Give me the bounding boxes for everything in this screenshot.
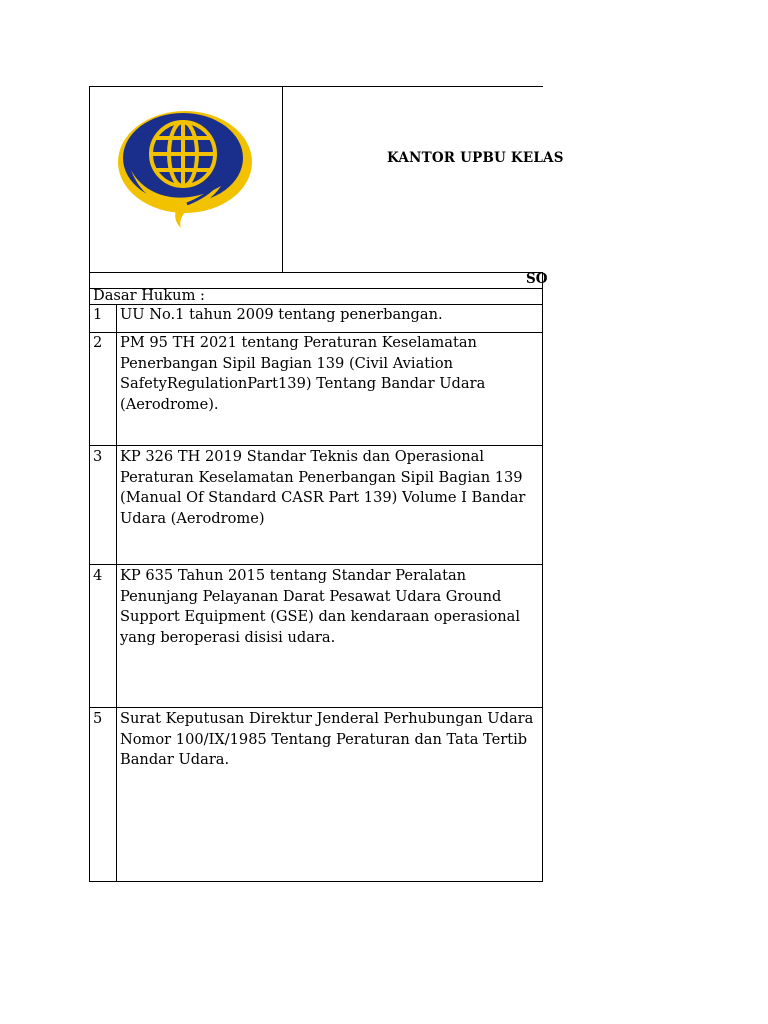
- row-text-line: Penunjang Pelayanan Darat Pesawat Udara Ground: [120, 587, 502, 605]
- row-text-line: (Manual Of Standard CASR Part 139) Volume I Bandar: [120, 489, 526, 506]
- table-border-right: [542, 272, 543, 882]
- office-title: KANTOR UPBU KELAS: [387, 150, 564, 166]
- row-text-line: Penerbangan Sipil Bagian 139 (Civil Aviation: [120, 354, 454, 372]
- row-text-line: Nomor 100/IX/1985 Tentang Peraturan dan Tata Tertib: [120, 730, 528, 748]
- row-text-line: Peraturan Keselamatan Penerbangan Sipil Bagian 139: [120, 468, 523, 486]
- row-text-line: yang beroperasi disisi udara.: [120, 628, 336, 646]
- ministry-logo-icon: [117, 108, 257, 234]
- row-number: 1: [93, 306, 103, 323]
- row-text-line: PM 95 TH 2021 tentang Peraturan Keselamatan: [120, 334, 477, 351]
- document-table: [89, 86, 564, 882]
- table-border-bottom: [89, 881, 543, 882]
- table-border-top: [89, 86, 543, 87]
- number-column-divider: [116, 304, 117, 882]
- row-number: 4: [93, 567, 103, 584]
- logo-emblem-icon: [117, 108, 257, 230]
- row-line: [89, 707, 543, 708]
- row-text-line: KP 326 TH 2019 Standar Teknis dan Operasional: [120, 448, 485, 465]
- document-page: [89, 86, 564, 882]
- table-border-left: [89, 86, 90, 882]
- header-bottom-line: [89, 272, 543, 273]
- row-number: 3: [93, 448, 103, 465]
- row-number: 5: [93, 710, 103, 727]
- row-line: [89, 445, 543, 446]
- row-text-line: (Aerodrome).: [120, 395, 219, 413]
- row-text-line: UU No.1 tahun 2009 tentang penerbangan.: [120, 306, 443, 323]
- row-number: 2: [93, 334, 103, 351]
- row-text-line: Support Equipment (GSE) dan kendaraan operasional: [120, 608, 521, 625]
- row-text-line: Surat Keputusan Direktur Jenderal Perhubungan Udara: [120, 710, 534, 727]
- row-text-line: Bandar Udara.: [120, 751, 230, 768]
- row-text-line: KP 635 Tahun 2015 tentang Standar Peralatan: [120, 567, 467, 584]
- dasar-hukum-label: Dasar Hukum :: [93, 287, 205, 304]
- row-line: [89, 564, 543, 565]
- header-divider: [282, 86, 283, 272]
- row-text-line: Udara (Aerodrome): [120, 509, 265, 527]
- row-text-line: SafetyRegulationPart139) Tentang Bandar Udara: [120, 375, 486, 392]
- document-subtitle-fragment: SO: [526, 271, 548, 287]
